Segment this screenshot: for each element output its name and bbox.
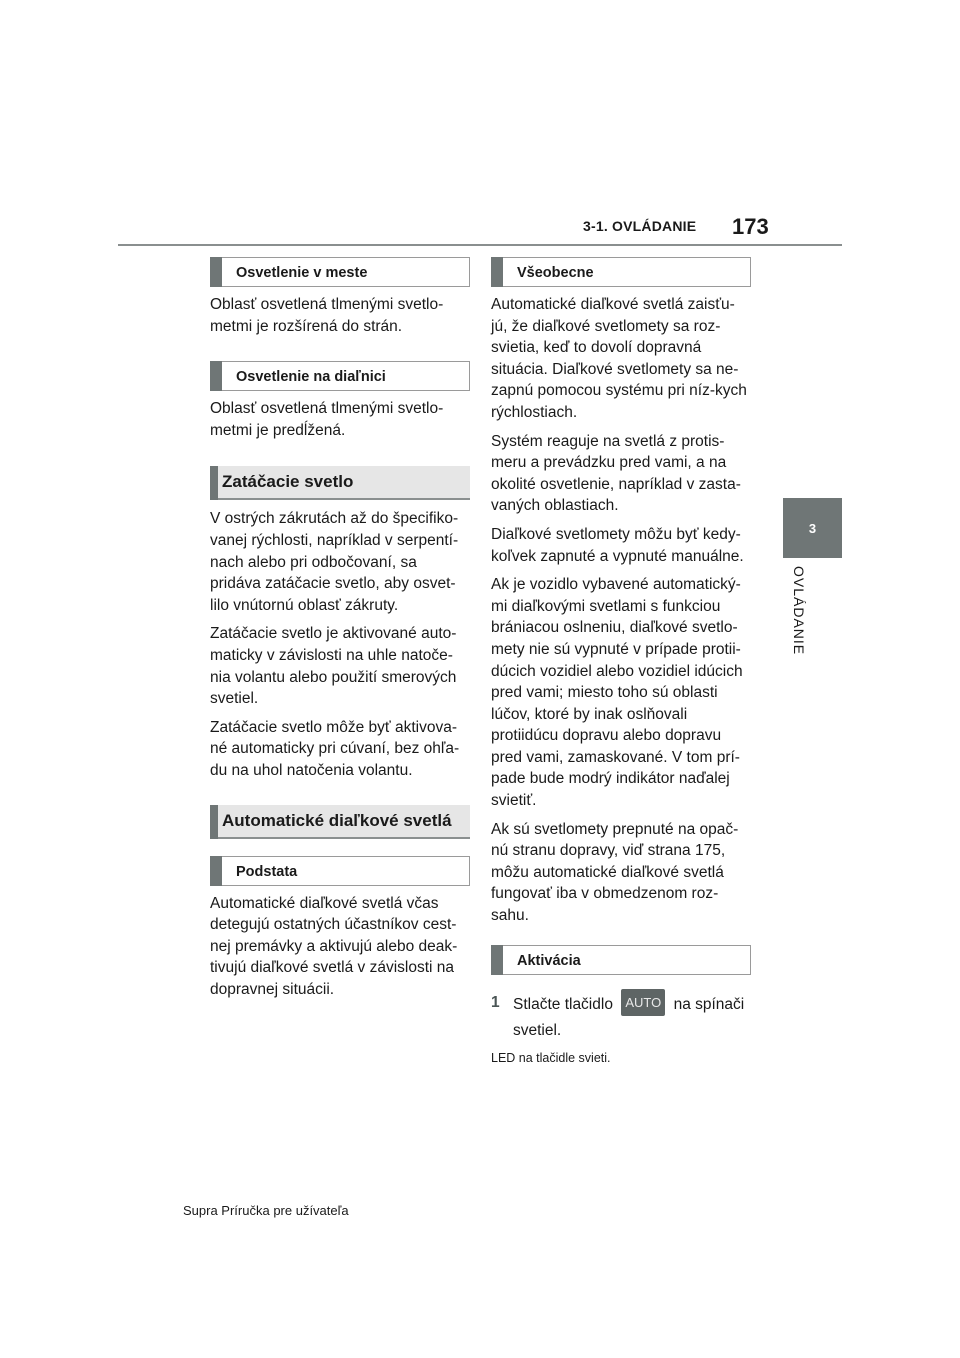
heading-auto-high-beam: [210, 805, 470, 839]
section-title: 3-1. OVLÁDANIE: [583, 218, 697, 234]
subheading-label: Osvetlenie na diaľnici: [236, 369, 386, 386]
page-number: 173: [732, 214, 769, 239]
note: LED na tlačidle svieti.: [491, 1050, 611, 1065]
heading-label: Automatické diaľkové svetlá: [222, 810, 452, 830]
auto-button-icon: AUTO: [621, 989, 665, 1016]
subheading-principle: [210, 856, 470, 886]
paragraph: Diaľkové svetlomety môžu byť kedy-koľvek zapnuté a vypnuté manuálne.: [491, 525, 744, 565]
subheading-activation: [491, 945, 751, 975]
subheading-label: Podstata: [236, 863, 298, 880]
subheading-city-lighting: [210, 257, 470, 287]
chapter-tab: 3: [783, 498, 842, 558]
subheading-label: Osvetlenie v meste: [236, 265, 368, 281]
heading-label: Zatáčacie svetlo: [222, 472, 354, 492]
chapter-side-label: OVLÁDANIE: [791, 566, 807, 656]
paragraph: Systém reaguje na svetlá z protis-meru a prevádzku pred vami, a na okolité osvetlenie, napríklad v zasta-vaných oblastiach.: [491, 432, 741, 515]
left-column: [210, 257, 470, 1000]
paragraph: Oblasť osvetlená tlmenými svetlo-metmi je rozšírená do strán.: [210, 296, 444, 335]
footer-text: Supra Príručka pre užívateľa: [183, 1203, 349, 1218]
paragraph: Ak je vozidlo vybavené automatický-mi diaľkovými svetlami s funkciou brániacou oslneniu, diaľkové svetlo-mety nie sú vypnuté v prípade protii-dúcich vozidiel alebo vozidiel idúcich pred vami; miesto toho sú oblasti lúčov, ktoré by inak oslňovali protiidúcu dopravu alebo dopravu pred vami, zamaskované. V tom prí-pade bude modrý indikátor naďalej svietiť.: [491, 576, 743, 810]
subheading-general: [491, 257, 751, 287]
heading-marker: [210, 466, 218, 500]
paragraph: Automatické diaľkové svetlá včas detegujú ostatných účastníkov cest-nej premávky a aktivujú alebo deak-tivujú diaľkové svetlá v závislosti na dopravnej situácii.: [210, 894, 458, 998]
subheading-highway-lighting: [210, 361, 470, 391]
heading-marker: [210, 805, 218, 839]
paragraph: Oblasť osvetlená tlmenými svetlo-metmi je predĺžená.: [210, 400, 444, 439]
right-column: [491, 257, 751, 1069]
step-text-after: na spínači svetiel.: [513, 995, 745, 1039]
step-text-before: Stlačte tlačidlo: [513, 995, 613, 1013]
step-number: 1: [491, 993, 500, 1011]
heading-cornering-light: [210, 466, 470, 500]
step-text: [513, 992, 751, 1044]
header-divider: [118, 244, 842, 246]
subheading-marker: [491, 945, 503, 975]
subheading-marker: [210, 856, 222, 886]
paragraph: V ostrých zákrutách až do špecifiko-vanej rýchlosti, napríklad v serpentí-nach alebo pri odbočovaní, sa pridáva zatáčacie svetlo, aby osvet-lilo vnútornú oblasť zákruty.: [210, 510, 459, 614]
subheading-marker: [210, 361, 222, 391]
subheading-marker: [491, 257, 503, 287]
subheading-label: Aktivácia: [517, 952, 581, 969]
paragraph: Zatáčacie svetlo môže byť aktivova-né automaticky pri cúvaní, bez ohľa-du na uhol natočenia volantu.: [210, 718, 460, 779]
paragraph: Ak sú svetlomety prepnuté na opač-nú stranu dopravy, viď strana 175, môžu automatické diaľkové svetlá fungovať iba v obmedzenom roz-sahu.: [491, 820, 739, 925]
paragraph: Automatické diaľkové svetlá zaisťu-jú, že diaľkové svetlomety sa roz-svietia, keď to dovolí dopravná situácia. Diaľkové svetlomety sa ne-zapnú pomocou systému pri níz-kych rýchlostiach.: [491, 296, 747, 421]
subheading-marker: [210, 257, 222, 287]
subheading-label: Všeobecne: [517, 265, 594, 281]
instruction-step: [491, 992, 751, 1044]
paragraph: Zatáčacie svetlo je aktivované auto-maticky v závislosti na uhle natoče-nia volantu alebo použití smerových svetiel.: [210, 625, 457, 708]
